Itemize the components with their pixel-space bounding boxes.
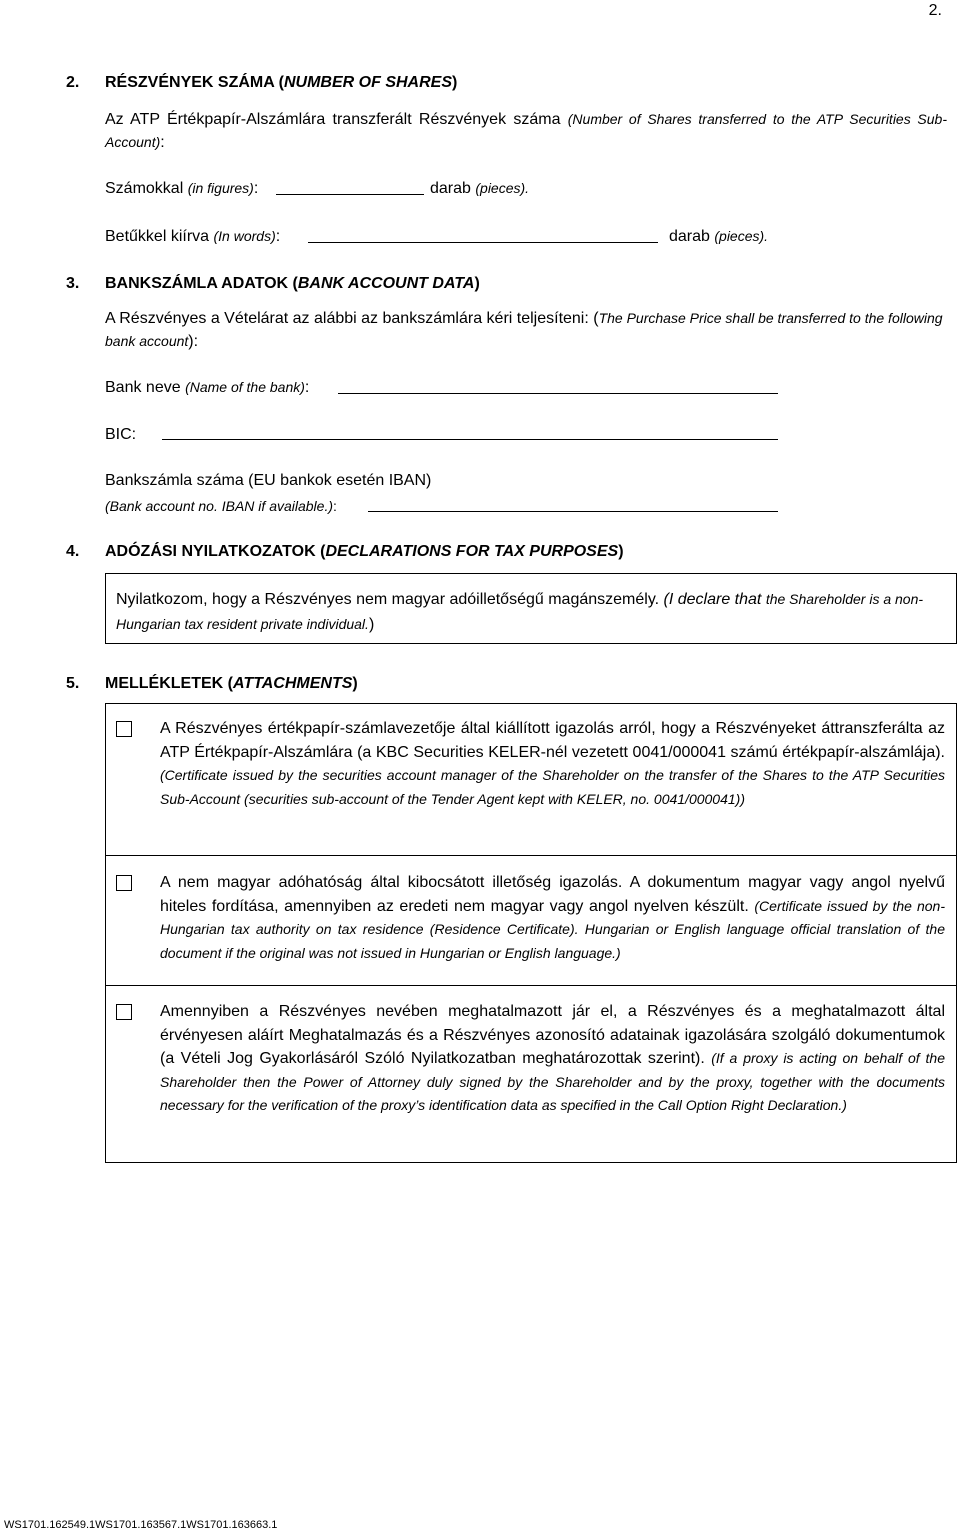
section-2-number: 2. <box>66 74 80 91</box>
account-label-en: (Bank account no. IBAN if available.): <box>105 498 337 514</box>
attachment-3-checkbox[interactable] <box>116 1004 132 1020</box>
section-3-number: 3. <box>66 275 80 292</box>
attachment-3-text: Amennyiben a Részvényes nevében meghatalmazott jár el, a Részvényes és a meghatalmazott által érvényesen aláírt Meghatalmazás és a Részvényes azonosító adatainak igazolására szolgáló dokumentumok (a Vételi Jog Gyakorlásáról Szóló Nyilatkozatban meghatározottak szerint). (If a proxy is acting on behalf of the Shareholder then the Power of Attorney duly signed by the Shareholder and by the proxy, together with the documents necessary for the verification of the proxy’s identification data as specified in the Call Option Right Declaration.) <box>160 1003 945 1113</box>
bic-input-line[interactable] <box>162 439 778 440</box>
bic-label: BIC: <box>105 426 137 443</box>
words-unit: darab (pieces). <box>669 228 769 245</box>
words-input-line[interactable] <box>308 242 658 243</box>
section-5-number: 5. <box>66 675 80 692</box>
attachment-1-checkbox[interactable] <box>116 721 132 737</box>
attachments-row-divider <box>105 855 957 856</box>
section-2-title: RÉSZVÉNYEK SZÁMA (NUMBER OF SHARES) <box>105 74 458 91</box>
words-label: Betűkkel kiírva (In words): <box>105 228 281 245</box>
account-label: Bankszámla száma (EU bankok esetén IBAN) <box>105 472 432 489</box>
attachment-1-text: A Részvényes értékpapír-számlavezetője által kiállított igazolás arról, hogy a Részvényeket áttranszferálta az ATP Értékpapír-Alszámlára (a KBC Securities KELER-nél vezetett 0041/000041 számú értékpapír-alszámlája). (Certificate issued by the securities account manager of the Shareholder on the transfer of the Shares to the ATP Securities Sub-Account (securities sub-account of the Tender Agent kept with KELER, no. 0041/000041)) <box>160 720 945 807</box>
section-4-title: ADÓZÁSI NYILATKOZATOK (DECLARATIONS FOR TAX PURPOSES) <box>105 543 624 560</box>
attachment-2-checkbox[interactable] <box>116 875 132 891</box>
account-input-line[interactable] <box>368 511 778 512</box>
section-3-title: BANKSZÁMLA ADATOK (BANK ACCOUNT DATA) <box>105 275 480 292</box>
section-4-number: 4. <box>66 543 80 560</box>
bank-name-label: Bank neve (Name of the bank): <box>105 379 310 396</box>
bank-name-input-line[interactable] <box>338 393 778 394</box>
tax-declaration-statement: Nyilatkozom, hogy a Részvényes nem magyar adóilletőségű magánszemély. (I declare that the Shareholder is a non-Hungarian tax resident private individual.) <box>116 591 924 633</box>
section-3-intro: A Részvényes a Vételárat az alábbi az bankszámlára kéri teljesíteni: (The Purchase Price shall be transferred to the following bank account): <box>105 310 943 350</box>
section-5-title: MELLÉKLETEK (ATTACHMENTS) <box>105 675 358 692</box>
section-2-intro: Az ATP Értékpapír-Alszámlára transzferált Részvények száma (Number of Shares transferred to the ATP Securities Sub-Account): <box>105 111 948 151</box>
attachment-2-text: A nem magyar adóhatóság által kibocsátott illetőség igazolás. A dokumentum magyar vagy angol nyelvű hiteles fordítása, amennyiben az eredeti nem magyar vagy angol nyelven készült. (Certificate issued by the non-Hungarian tax authority on tax residence (Residence Certificate). Hungarian or English language official translation of the document if the original was not issued in Hungarian or English language.) <box>160 874 945 961</box>
page-number: 2. <box>928 2 942 19</box>
document-code: WS1701.162549.1WS1701.163567.1WS1701.163663.1 <box>4 1519 278 1531</box>
attachments-row-divider <box>105 985 957 986</box>
figures-unit: darab (pieces). <box>430 180 530 197</box>
figures-label: Számokkal (in figures): <box>105 180 259 197</box>
figures-input-line[interactable] <box>276 194 424 195</box>
